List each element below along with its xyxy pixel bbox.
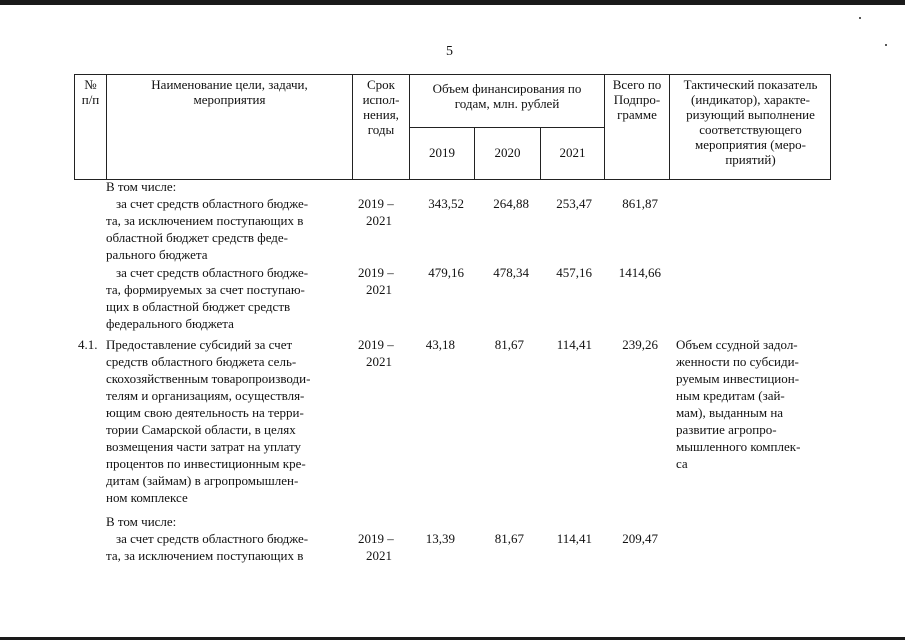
row-name <box>106 264 348 332</box>
row-total: 861,87 <box>622 196 658 211</box>
row-term-start: 2019 – <box>358 531 394 546</box>
row-name-line: рального бюджета <box>106 247 208 262</box>
header-name: Наименование цели, задачи, мероприятия <box>151 77 308 107</box>
row-total: 239,26 <box>622 337 658 352</box>
header-funding: Объем финансирования по годам, млн. рублей <box>432 81 582 111</box>
row-name-line: та, за исключением поступающих в <box>106 213 304 228</box>
row-heading: В том числе: <box>106 179 177 194</box>
row-value-2020: 81,67 <box>494 531 524 546</box>
row-name-line: дитам (займам) в агропромышлен- <box>106 473 299 488</box>
row-name <box>106 530 348 564</box>
indicator-line: развитие агропро- <box>676 422 777 437</box>
row-heading: В том числе: <box>106 514 177 529</box>
row-value-2021: 457,16 <box>556 265 592 280</box>
row-term-end: 2021 <box>366 213 392 228</box>
scan-speck <box>859 17 861 19</box>
row-value-2021: 114,41 <box>556 531 592 546</box>
header-year-2019: 2019 <box>429 145 455 160</box>
row-term-end: 2021 <box>366 354 392 369</box>
row-name <box>106 195 348 263</box>
indicator-line: са <box>676 456 688 471</box>
row-name-line: тории Самарской области, в целях <box>106 422 296 437</box>
row-name-line: щих в областной бюджет средств <box>106 299 291 314</box>
row-value-2020: 81,67 <box>494 337 524 352</box>
row-name-line: процентов по инвестиционным кре- <box>106 456 306 471</box>
header-term: Срок испол- нения, годы <box>362 77 400 137</box>
row-value-2020: 478,34 <box>493 265 529 280</box>
row-name-line: средств областного бюджета сель- <box>106 354 297 369</box>
row-value-2019: 343,52 <box>428 196 464 211</box>
indicator-line: женности по субсиди- <box>676 354 799 369</box>
row-name-line: ющим свою деятельность на терри- <box>106 405 304 420</box>
funding-divider <box>409 127 604 128</box>
row-number: 4.1. <box>78 337 98 352</box>
row-term-start: 2019 – <box>358 265 394 280</box>
row-indicator <box>676 336 826 472</box>
row-name-line: федерального бюджета <box>106 316 234 331</box>
indicator-line: руемым инвестицион- <box>676 371 800 386</box>
page-number: 5 <box>446 44 453 59</box>
row-name-line: за счет средств областного бюдже- <box>116 196 309 211</box>
row-term-end: 2021 <box>366 548 392 563</box>
row-name-line: областной бюджет средств феде- <box>106 230 289 245</box>
indicator-line: мам), выданным на <box>676 405 784 420</box>
row-name-line: та, за исключением поступающих в <box>106 548 304 563</box>
row-name-line: та, формируемых за счет поступаю- <box>106 282 305 297</box>
row-name-line: телям и организациям, осуществля- <box>106 388 305 403</box>
indicator-line: мышленного комплек- <box>676 439 801 454</box>
row-value-2019: 479,16 <box>428 265 464 280</box>
scan-speck <box>885 44 887 46</box>
indicator-line: Объем ссудной задол- <box>676 337 798 352</box>
top-border <box>0 0 905 5</box>
row-name-line: возмещения части затрат на уплату <box>106 439 302 454</box>
row-name-line: за счет средств областного бюдже- <box>116 265 309 280</box>
row-value-2019: 13,39 <box>425 531 455 546</box>
row-value-2019: 43,18 <box>425 337 455 352</box>
header-indicator: Тактический показатель (индикатор), характе- ризующий выполнение соответствующего мероприятия (меро- приятий) <box>683 77 818 167</box>
row-term-start: 2019 – <box>358 337 394 352</box>
row-value-2020: 264,88 <box>493 196 529 211</box>
row-term-end: 2021 <box>366 282 392 297</box>
row-total: 1414,66 <box>618 265 661 280</box>
header-no: № п/п <box>81 77 100 107</box>
row-value-2021: 253,47 <box>556 196 592 211</box>
row-name-line: Предоставление субсидий за счет <box>106 337 293 352</box>
row-term-start: 2019 – <box>358 196 394 211</box>
row-name-line: ном комплексе <box>106 490 188 505</box>
row-name-line: за счет средств областного бюдже- <box>116 531 309 546</box>
row-value-2021: 114,41 <box>556 337 592 352</box>
row-name <box>106 336 348 506</box>
header-total: Всего по Подпро- грамме <box>612 77 662 122</box>
header-year-2020: 2020 <box>494 145 521 160</box>
row-total: 209,47 <box>622 531 658 546</box>
row-name-line: скохозяйственным товаропроизводи- <box>106 371 311 386</box>
header-year-2021: 2021 <box>559 145 586 160</box>
indicator-line: ным кредитам (зай- <box>676 388 785 403</box>
